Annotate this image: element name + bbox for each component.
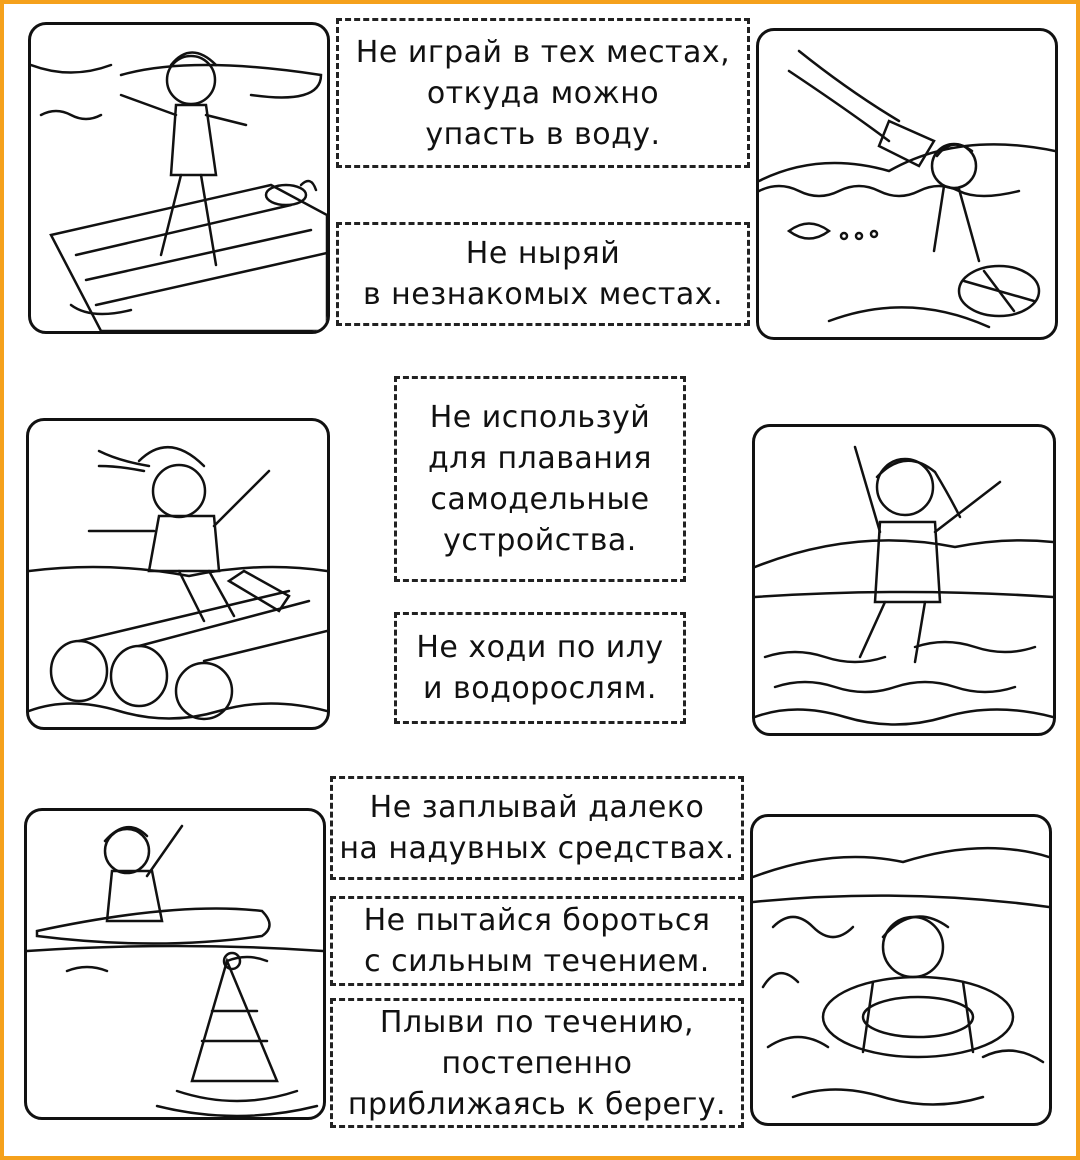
- rule-text: Не ходи по илу и водорослям.: [416, 630, 664, 706]
- rule-no-far-inflatable: [330, 776, 744, 880]
- rule-play-safe-places: [336, 18, 750, 168]
- rule-text: Не играй в тех местах, откуда можно упасть в воду.: [355, 34, 731, 152]
- rule-text: Не используй для плавания самодельные устройства.: [428, 400, 652, 558]
- rule-no-diving-unknown: [336, 222, 750, 326]
- rule-text: Не ныряй в незнакомых местах.: [362, 236, 724, 312]
- rule-no-fight-current: [330, 896, 744, 986]
- boy-on-raft-illustration: [26, 418, 330, 730]
- rule-text: Не пытайся бороться с сильным течением.: [363, 903, 711, 979]
- rule-no-homemade-devices: [394, 376, 686, 582]
- boy-in-mud-illustration: [752, 424, 1056, 736]
- rule-text: Плыви по течению, постепенно приближаясь к берегу.: [347, 1004, 727, 1122]
- girl-on-pier-illustration: [28, 22, 330, 334]
- boy-on-inflatable-illustration: [24, 808, 326, 1120]
- rule-swim-with-current: [330, 998, 744, 1128]
- boy-diving-illustration: [756, 28, 1058, 340]
- rule-text: Не заплывай далеко на надувных средствах.: [339, 790, 735, 866]
- boy-in-current-illustration: [750, 814, 1052, 1126]
- rule-no-walking-silt: [394, 612, 686, 724]
